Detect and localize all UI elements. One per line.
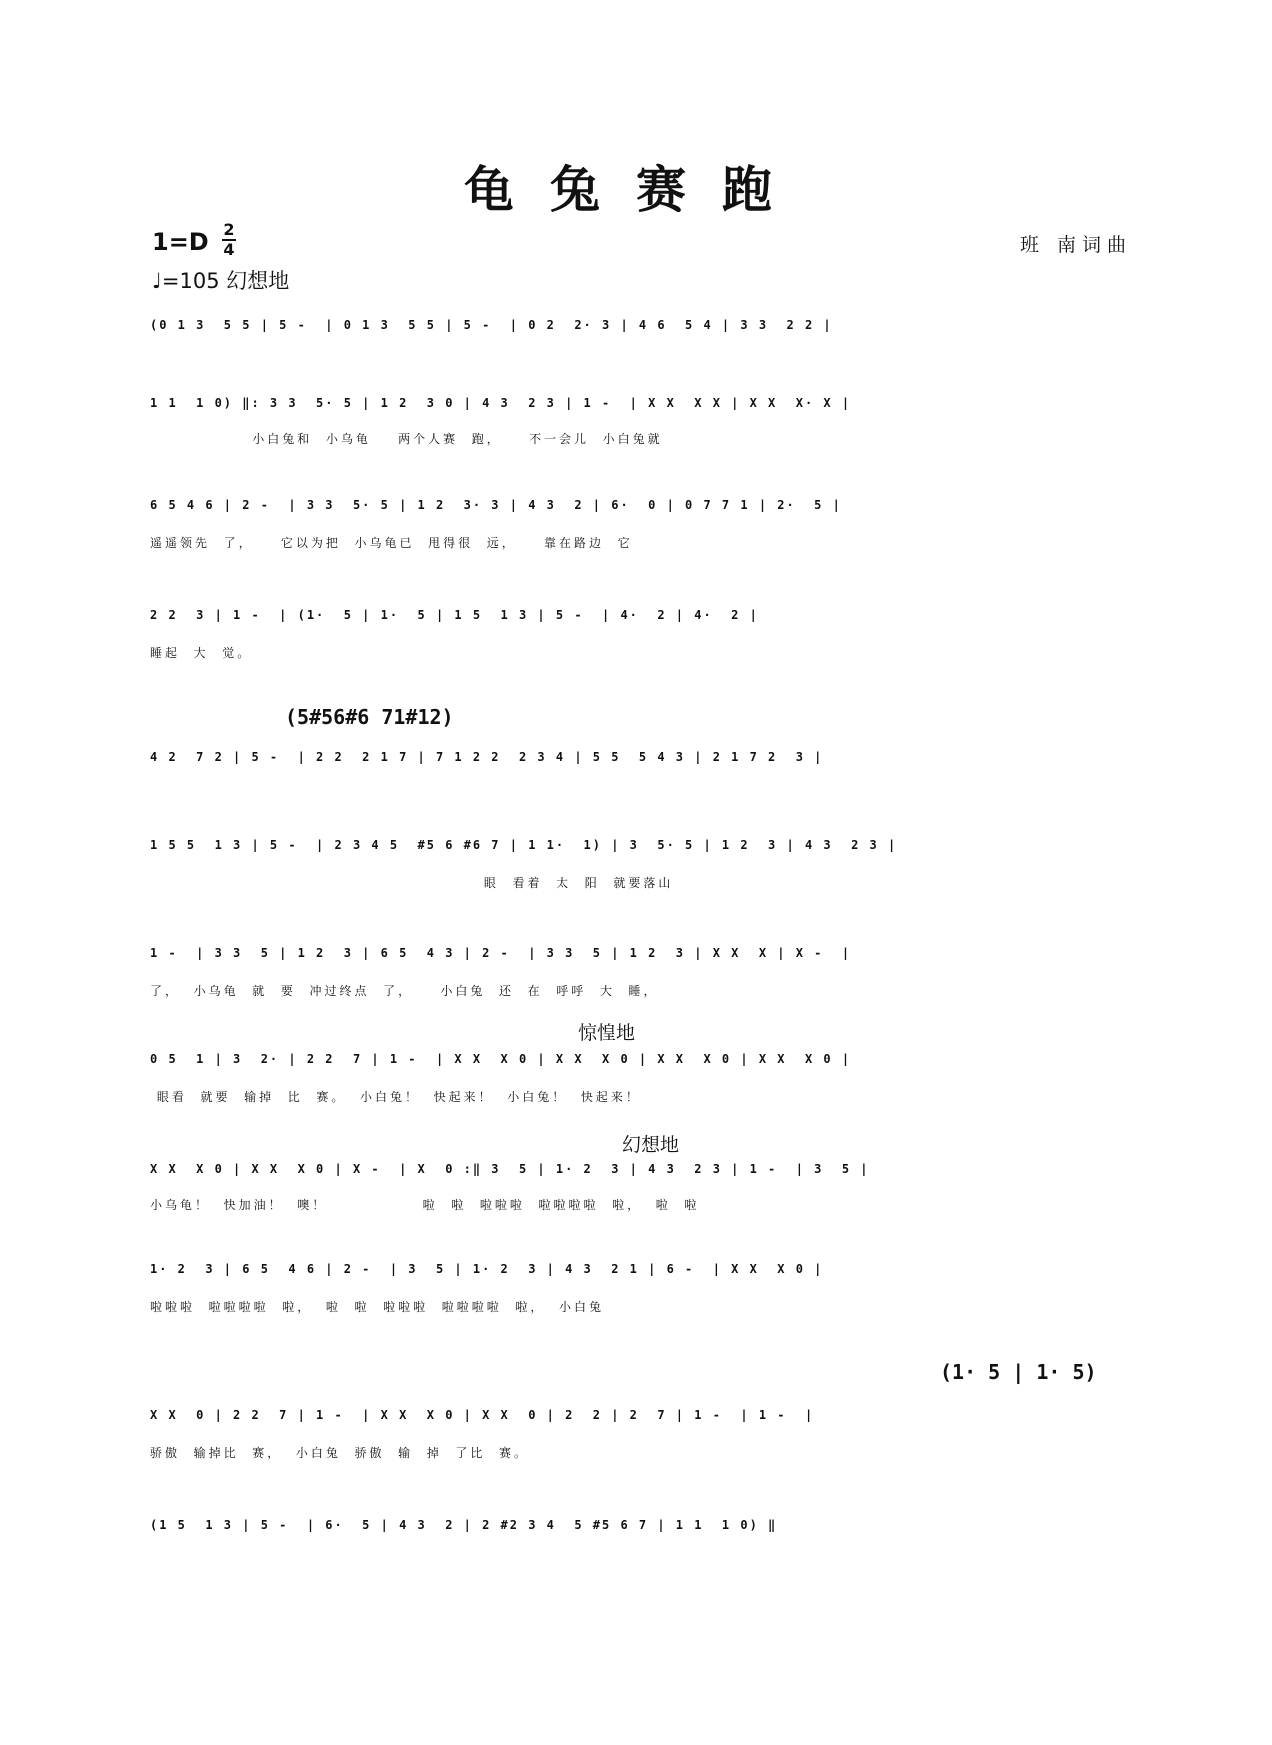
lyrics-line: 遥遥领先 了， 它以为把 小乌龟已 甩得很 远， 靠在路边 它 <box>150 536 633 550</box>
staff-row-4 <box>150 608 1130 660</box>
notes-line: 2 2 3 | 1 - | (1· 5 | 1· 5 | 1 5 1 3 | 5 - | 4· 2 | 4· 2 | <box>150 608 759 622</box>
tempo-marking: ♩=105 幻想地 <box>152 269 290 293</box>
notes-line: (1 5 1 3 | 5 - | 6· 5 | 4 3 2 | 2 #2 3 4 5 #5 6 7 | 1 1 1 0) ‖ <box>150 1518 778 1532</box>
composer-credit: 班 南词曲 <box>1019 234 1132 256</box>
notes-line: 6 5 4 6 | 2 - | 3 3 5· 5 | 1 2 3· 3 | 4 3 2 | 6· 0 | 0 7 7 1 | 2· 5 | <box>150 498 842 512</box>
time-top: 2 <box>223 220 235 239</box>
lyrics-line: 眼看 就要 输掉 比 赛。 小白兔！ 快起来！ 小白兔！ 快起来！ <box>150 1090 641 1104</box>
notes-line: X X 0 | 2 2 7 | 1 - | X X X 0 | X X 0 | 2 2 | 2 7 | 1 - | 1 - | <box>150 1408 815 1422</box>
staff-row-6 <box>150 838 1130 890</box>
key-signature: 1=D <box>152 228 209 256</box>
staff-row-1 <box>150 318 1130 358</box>
lyrics-line: 了， 小乌龟 就 要 冲过终点 了， 小白兔 还 在 呼呼 大 睡， <box>150 984 659 998</box>
notes-line: (0 1 3 5 5 | 5 - | 0 1 3 5 5 | 5 - | 0 2 2· 3 | 4 6 5 4 | 3 3 2 2 | <box>150 318 833 332</box>
notes-line: 1 - | 3 3 5 | 1 2 3 | 6 5 4 3 | 2 - | 3 3 5 | 1 2 3 | X X X | X - | <box>150 946 852 960</box>
staff-row-10 <box>150 1262 1130 1314</box>
staff-row-2 <box>150 396 1130 446</box>
time-bottom: 4 <box>223 240 235 259</box>
staff-row-3 <box>150 498 1130 550</box>
staff-row-9 <box>150 1162 1130 1212</box>
notes-line: 1 5 5 1 3 | 5 - | 2 3 4 5 #5 6 #6 7 | 1 1· 1) | 3 5· 5 | 1 2 3 | 4 3 2 3 | <box>150 838 898 852</box>
mood-marking: 惊惶地 <box>578 1022 636 1044</box>
lyrics-line: 啦啦啦 啦啦啦啦 啦， 啦 啦 啦啦啦 啦啦啦啦 啦， 小白兔 <box>150 1300 605 1314</box>
lyrics-line: 睡起 大 觉。 <box>150 646 253 660</box>
notes-line: 0 5 1 | 3 2· | 2 2 7 | 1 - | X X X 0 | X X X 0 | X X X 0 | X X X 0 | <box>150 1052 852 1066</box>
notes-line: 1· 2 3 | 6 5 4 6 | 2 - | 3 5 | 1· 2 3 | 4 3 2 1 | 6 - | X X X 0 | <box>150 1262 824 1276</box>
mood-marking: 幻想地 <box>622 1134 680 1156</box>
staff-row-11 <box>150 1408 1130 1460</box>
staff-row-5 <box>150 750 1130 790</box>
lyrics-line: 骄傲 输掉比 赛， 小白兔 骄傲 输 掉 了比 赛。 <box>150 1446 530 1460</box>
page-title: 龟兔赛跑 <box>464 160 808 219</box>
staff-row-8 <box>150 1052 1130 1104</box>
time-signature <box>222 222 236 258</box>
lyrics-line: 眼 看着 太 阳 就要落山 <box>150 876 674 890</box>
ornament-notes: (5#56#6 71#12) <box>285 705 454 729</box>
notes-line: X X X 0 | X X X 0 | X - | X 0 :‖ 3 5 | 1· 2 3 | 4 3 2 3 | 1 - | 3 5 | <box>150 1162 870 1176</box>
notes-line: 4 2 7 2 | 5 - | 2 2 2 1 7 | 7 1 2 2 2 3 4 | 5 5 5 4 3 | 2 1 7 2 3 | <box>150 750 824 764</box>
notes-line: 1 1 1 0) ‖: 3 3 5· 5 | 1 2 3 0 | 4 3 2 3 | 1 - | X X X X | X X X· X | <box>150 396 852 410</box>
lyrics-line: 小白兔和 小乌龟 两个人赛 跑， 不一会儿 小白兔就 <box>150 432 663 446</box>
lyrics-line: 小乌龟！ 快加油！ 噢！ 啦 啦 啦啦啦 啦啦啦啦 啦， 啦 啦 <box>150 1198 700 1212</box>
ornament-notes: (1· 5 | 1· 5) <box>940 1360 1097 1384</box>
staff-row-12 <box>150 1518 1130 1558</box>
staff-row-7 <box>150 946 1130 998</box>
